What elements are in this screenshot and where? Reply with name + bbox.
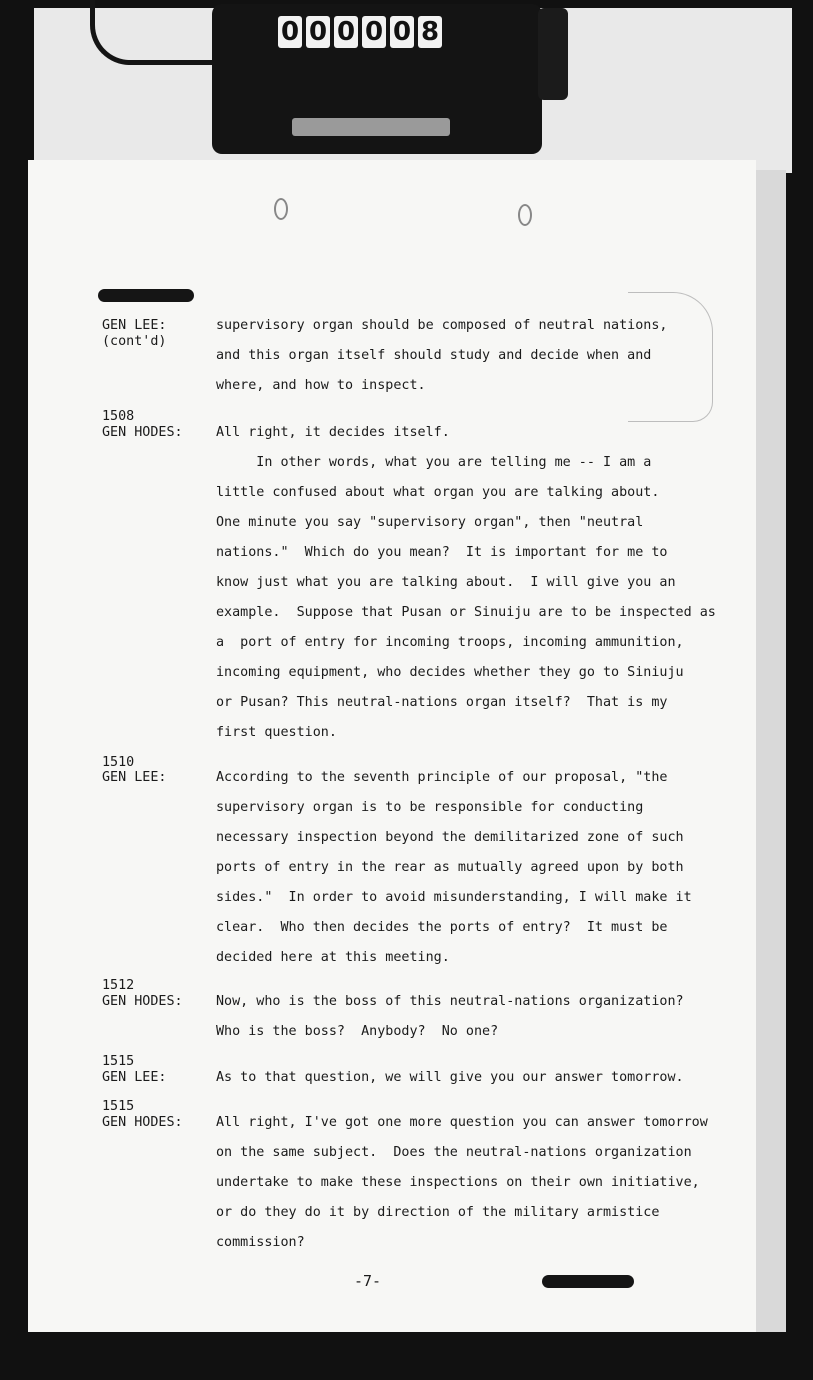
counter-knob [538,8,568,100]
counter-label-plate [292,118,450,136]
transcript-line: know just what you are talking about. I will give you an [216,575,676,590]
transcript-line: nations." Which do you mean? It is important for me to [216,545,668,560]
transcript-line: In other words, what you are telling me -- I am a [216,455,652,470]
counter-digit: 0 [390,16,414,48]
redaction-bar [98,289,194,302]
transcript-line: ports of entry in the rear as mutually agreed upon by both [216,860,684,875]
speaker-label: GEN HODES: [102,425,183,440]
transcript-line: All right, it decides itself. [216,425,450,440]
redaction-bar [542,1275,634,1288]
counter-digit: 8 [418,16,442,48]
speaker-label: GEN LEE: [102,318,167,333]
timestamp: 1508 [102,409,135,424]
speaker-note: (cont'd) [102,334,167,349]
transcript-line: commission? [216,1235,305,1250]
transcript-line: supervisory organ is to be responsible for conducting [216,800,644,815]
counter-digits [278,16,442,50]
speaker-label: GEN HODES: [102,994,183,1009]
transcript-line: Who is the boss? Anybody? No one? [216,1024,499,1039]
transcript-line: where, and how to inspect. [216,378,426,393]
transcript-line: little confused about what organ you are talking about. [216,485,660,500]
counter-digit: 0 [334,16,358,48]
transcript-line: decided here at this meeting. [216,950,450,965]
punch-hole [274,198,288,220]
transcript-line: supervisory organ should be composed of neutral nations, [216,318,668,333]
transcript-line: on the same subject. Does the neutral-nations organization [216,1145,692,1160]
transcript-line: or Pusan? This neutral-nations organ itself? That is my [216,695,668,710]
transcript-line: example. Suppose that Pusan or Sinuiju are to be inspected as [216,605,716,620]
page-edge-shadow [752,170,786,1332]
speaker-label: GEN LEE: [102,770,167,785]
transcript-line: sides." In order to avoid misunderstanding, I will make it [216,890,692,905]
transcript-line: Now, who is the boss of this neutral-nations organization? [216,994,684,1009]
transcript-line: As to that question, we will give you our answer tomorrow. [216,1070,684,1085]
transcript-line: undertake to make these inspections on their own initiative, [216,1175,700,1190]
transcript-line: All right, I've got one more question you can answer tomorrow [216,1115,708,1130]
transcript-line: first question. [216,725,337,740]
transcript-line: clear. Who then decides the ports of entry? It must be [216,920,668,935]
speaker-label: GEN HODES: [102,1115,183,1130]
transcript-line: and this organ itself should study and decide when and [216,348,652,363]
transcript-line: necessary inspection beyond the demilitarized zone of such [216,830,684,845]
transcript-line: According to the seventh principle of our proposal, "the [216,770,668,785]
counter-digit: 0 [278,16,302,48]
punch-hole [518,204,532,226]
transcript-line: a port of entry for incoming troops, incoming ammunition, [216,635,684,650]
counter-digit: 0 [362,16,386,48]
timestamp: 1515 [102,1099,135,1114]
timestamp: 1512 [102,978,135,993]
speaker-label: GEN LEE: [102,1070,167,1085]
transcript-line: or do they do it by direction of the military armistice [216,1205,660,1220]
timestamp: 1515 [102,1054,135,1069]
page-number: -7- [354,1272,382,1290]
counter-digit: 0 [306,16,330,48]
transcript-line: One minute you say "supervisory organ", then "neutral [216,515,644,530]
timestamp: 1510 [102,755,135,770]
transcript-line: incoming equipment, who decides whether they go to Siniuju [216,665,684,680]
